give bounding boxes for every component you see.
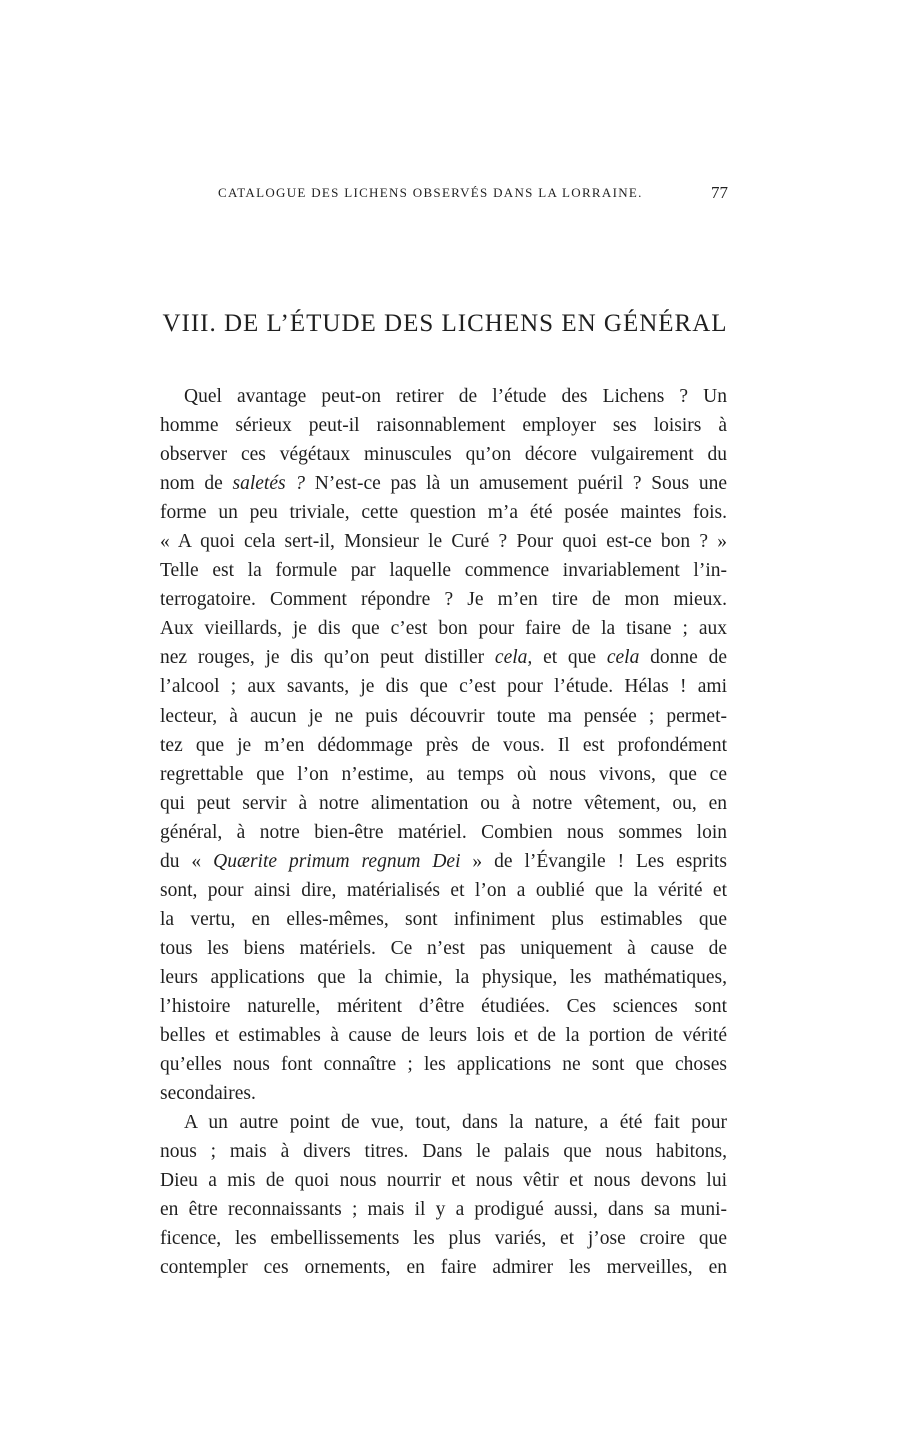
text-line [160, 643, 727, 672]
running-title: CATALOGUE DES LICHENS OBSERVÉS DANS LA LORRAINE. [218, 185, 643, 200]
italic-word: cela [606, 647, 640, 669]
text-segment: nom de [160, 473, 233, 495]
text-line: Telle est la formule par laquelle commence invariablement l’in- [160, 560, 727, 582]
text-line: qu’elles nous font connaître ; les applications ne sont que choses [160, 1054, 727, 1076]
page-number: 77 [711, 183, 728, 202]
text-line: terrogatoire. Comment répondre ? Je m’en tire de mon mieux. [160, 589, 727, 611]
text-line: tez que je m’en dédommage près de vous. Il est profondément [160, 734, 727, 756]
text-line: tous les biens matériels. Ce n’est pas uniquement à cause de [160, 937, 727, 959]
text-segment: N’est-ce pas là un amusement puéril ? Sous une [305, 473, 727, 495]
text-line: l’alcool ; aux savants, je dis que c’est pour l’étude. Hélas ! ami [160, 676, 727, 698]
text-line: A un autre point de vue, tout, dans la nature, a été fait pour [184, 1112, 727, 1134]
running-head [160, 183, 730, 205]
text-line: qui peut servir à notre alimentation ou à notre vêtement, ou, en [160, 792, 727, 814]
text-line: secondaires. [160, 1083, 256, 1105]
text-line: forme un peu triviale, cette question m’a été posée maintes fois. [160, 502, 727, 524]
text-segment: » de l’Évangile ! Les esprits [460, 850, 727, 872]
italic-word: cela, [494, 647, 533, 669]
text-segment: nez rouges, je dis qu’on peut distiller [160, 647, 495, 669]
latin-quote: Quærite primum regnum Dei [213, 850, 461, 872]
text-line: Aux vieillards, je dis que c’est bon pour faire de la tisane ; aux [160, 618, 727, 640]
chapter-title: VIII. DE L’ÉTUDE DES LICHENS EN GÉNÉRAL [162, 310, 728, 337]
text-line: sont, pour ainsi dire, matérialisés et l’on a oublié que la vérité et [160, 879, 727, 901]
text-line: contempler ces ornements, en faire admirer les merveilles, en [160, 1257, 727, 1279]
text-line: en être reconnaissants ; mais il y a prodigué aussi, dans sa muni- [160, 1199, 727, 1221]
text-line: général, à notre bien-être matériel. Combien nous sommes loin [160, 821, 727, 843]
italic-word: saletés ? [232, 473, 306, 495]
text-line: nous ; mais à divers titres. Dans le palais que nous habitons, [160, 1141, 727, 1163]
text-line: l’histoire naturelle, méritent d’être étudiées. Ces sciences sont [160, 995, 727, 1017]
body-text [160, 382, 727, 1282]
text-line: Dieu a mis de quoi nous nourrir et nous vêtir et nous devons lui [160, 1170, 727, 1192]
text-segment: donne de [639, 647, 727, 669]
text-line: la vertu, en elles-mêmes, sont infiniment plus estimables que [160, 908, 727, 930]
text-line: regrettable que l’on n’estime, au temps où nous vivons, que ce [160, 763, 727, 785]
text-line: lecteur, à aucun je ne puis découvrir toute ma pensée ; permet- [160, 705, 727, 727]
text-line: ficence, les embellissements les plus variés, et j’ose croire que [160, 1228, 727, 1250]
text-line: Quel avantage peut-on retirer de l’étude des Lichens ? Un [184, 386, 727, 407]
text-line: leurs applications que la chimie, la physique, les mathématiques, [160, 966, 727, 988]
text-line: « A quoi cela sert-il, Monsieur le Curé ? Pour quoi est-ce bon ? » [160, 531, 727, 553]
text-segment: du « [160, 850, 214, 872]
text-line: homme sérieux peut-il raisonnablement employer ses loisirs à [160, 415, 727, 437]
text-line [160, 847, 727, 876]
text-segment: et que [532, 647, 607, 669]
text-line [160, 469, 727, 498]
text-line: observer ces végétaux minuscules qu’on décore vulgairement du [160, 444, 727, 466]
text-line: belles et estimables à cause de leurs lois et de la portion de vérité [160, 1025, 727, 1047]
